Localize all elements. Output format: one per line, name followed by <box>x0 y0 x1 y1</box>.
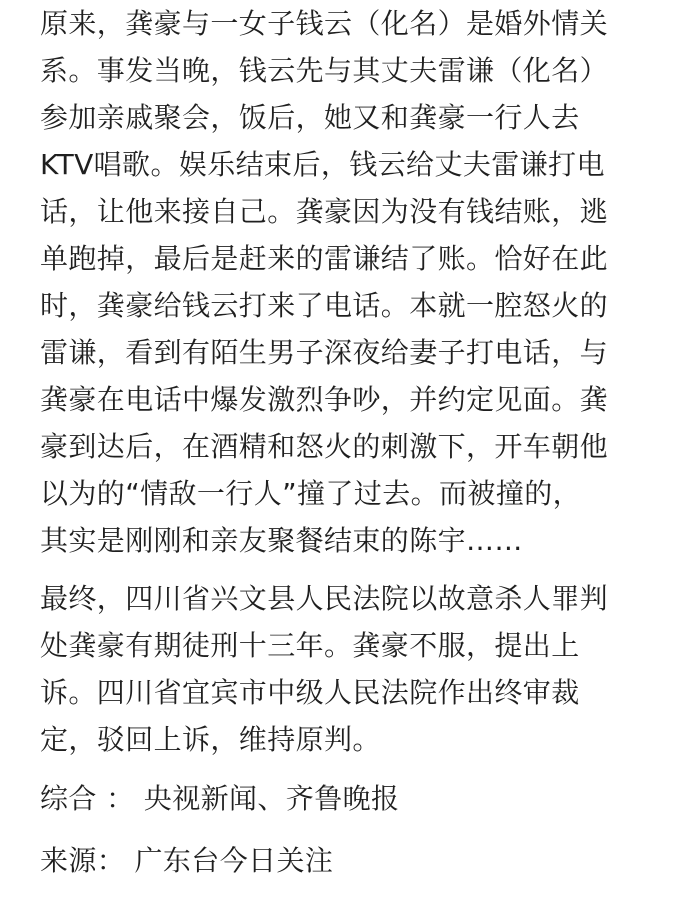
article-paragraph-2: 最终，四川省兴文县人民法院以故意杀人罪判 处龚豪有期徒刑十三年。龚豪不服，提出上 诉。四川省宜宾市中级人民法院作出终审裁 定，驳回上诉，维持原判。 <box>40 582 609 756</box>
article-body <box>40 0 660 884</box>
compiled-from-line: 综合 ： 央视新闻、齐鲁晚报 <box>40 782 400 815</box>
article-paragraph-1: 原来，龚豪与一女子钱云（化名）是婚外情关 系。事发当晚，钱云先与其丈夫雷谦（化名） 参加亲戚聚会，饭后，她又和龚豪一行人去 KTV唱歌。娱乐结束后，钱云给丈夫雷谦打电 话，让他来接自己。龚豪因为没有钱结账，逃 单跑掉，最后是赶来的雷谦结了账。恰好在此 时，龚豪给钱云打来了电话。本就一腔怒火的 雷谦，看到有陌生男子深夜给妻子打电话，与 龚豪在电话中爆发激烈争吵，并约定见面。龚 豪到达后，在酒精和怒火的刺激下，开车朝他 以为的“情敌一行人”撞了过去。而被撞的， 其实是刚刚和亲友聚餐结束的陈宇…… <box>40 7 609 557</box>
source-line: 来源： 广东台今日关注 <box>40 844 334 877</box>
